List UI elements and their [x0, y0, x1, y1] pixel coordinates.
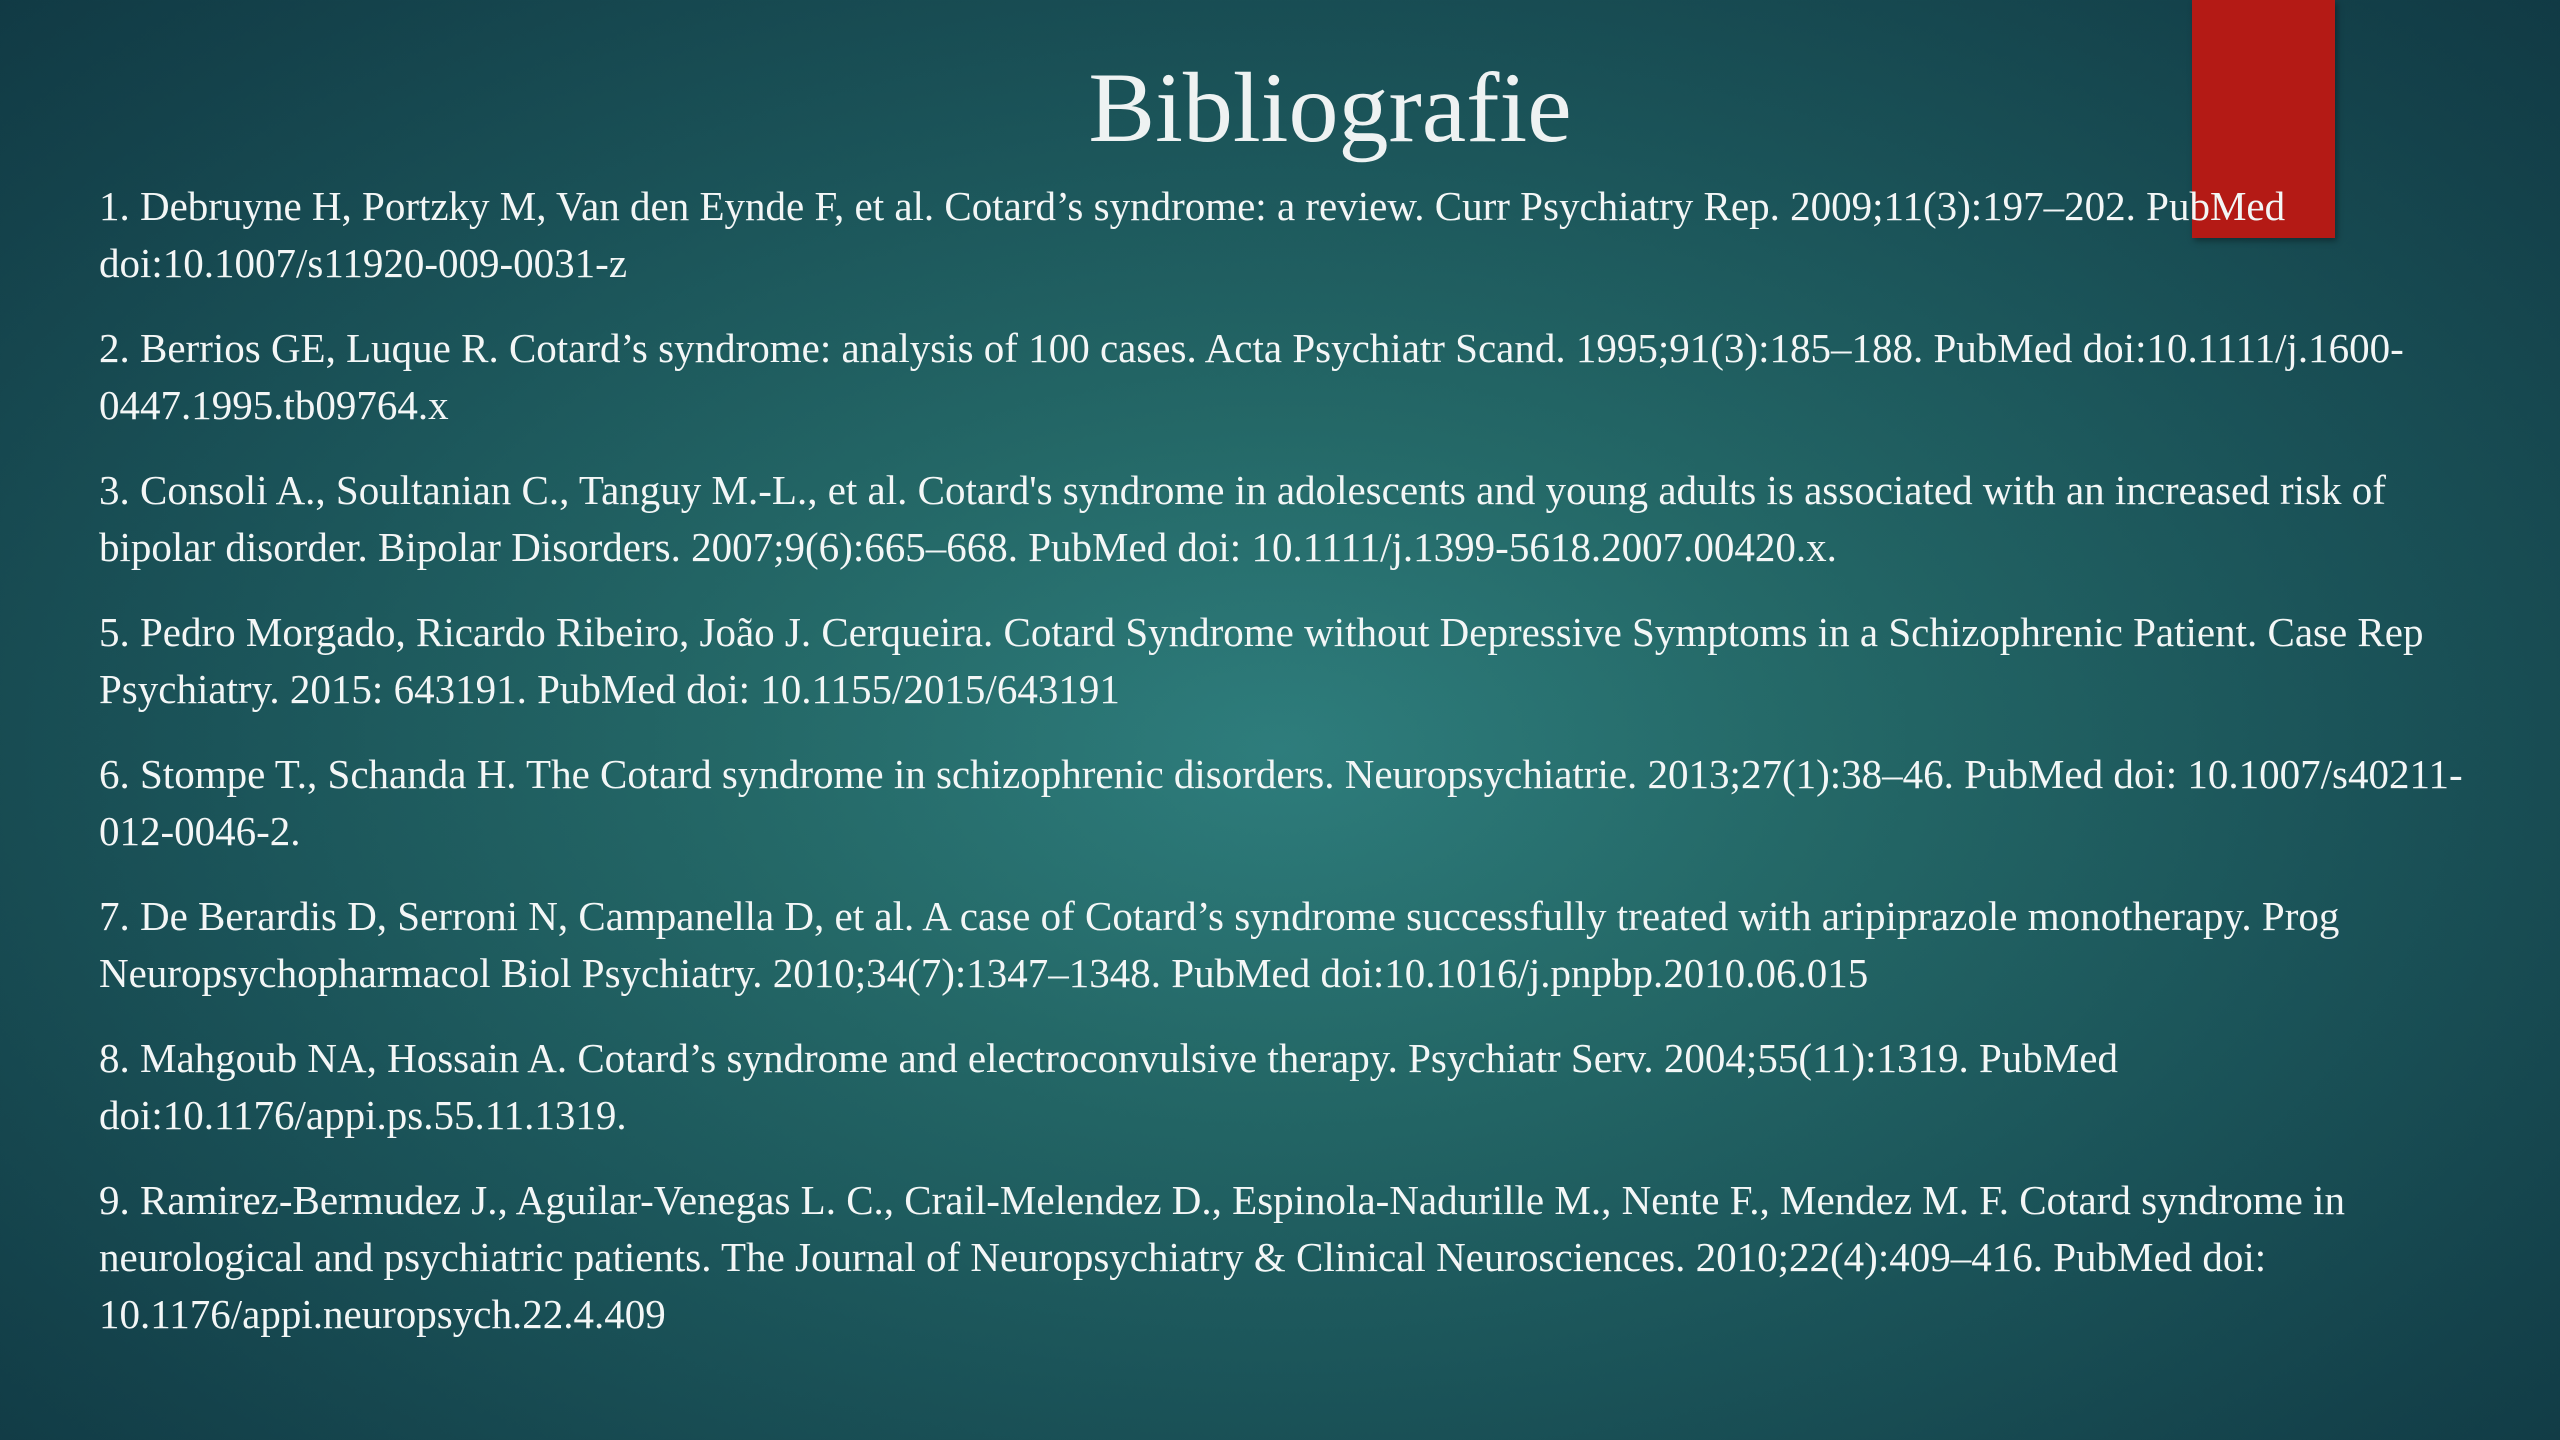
reference-item-2: 2. Berrios GE, Luque R. Cotard’s syndrome: analysis of 100 cases. Acta Psychiatr Scand. 1995;91(3):185–188. PubMed doi:10.1111/j.1600-0447.1995.tb09764.x [99, 325, 2404, 428]
reference-item-3: 3. Consoli A., Soultanian C., Tanguy M.-L., et al. Cotard's syndrome in adolescents and young adults is associated with an increased risk of bipolar disorder. Bipolar Disorders. 2007;9(6):665–668. PubMed doi: 10.1111/j.1399-5618.2007.00420.x. [99, 467, 2386, 570]
slide-title: Bibliografie [1088, 52, 1572, 163]
reference-item-9: 9. Ramirez-Bermudez J., Aguilar-Venegas L. C., Crail-Melendez D., Espinola-Nadurille M., Nente F., Mendez M. F. Cotard syndrome in neurological and psychiatric patients. The Journal of Neuropsychiatry & Clinical Neurosciences. 2010;22(4):409–416. PubMed doi: 10.1176/appi.neuropsych.22.4.409 [99, 1177, 2345, 1337]
reference-list [99, 178, 2499, 1371]
reference-item-1: 1. Debruyne H, Portzky M, Van den Eynde F, et al. Cotard’s syndrome: a review. Curr Psychiatry Rep. 2009;11(3):197–202. PubMed doi:10.1007/s11920-009-0031-z [99, 183, 2286, 286]
reference-item-7: 7. De Berardis D, Serroni N, Campanella D, et al. A case of Cotard’s syndrome successfully treated with aripiprazole monotherapy. Prog Neuropsychopharmacol Biol Psychiatry. 2010;34(7):1347–1348. PubMed doi:10.1016/j.pnpbp.2010.06.015 [99, 893, 2340, 996]
reference-item-5: 5. Pedro Morgado, Ricardo Ribeiro, João J. Cerqueira. Cotard Syndrome without Depressive Symptoms in a Schizophrenic Patient. Case Rep Psychiatry. 2015: 643191. PubMed doi: 10.1155/2015/643191 [99, 609, 2424, 712]
reference-item-8: 8. Mahgoub NA, Hossain A. Cotard’s syndrome and electroconvulsive therapy. Psychiatr Serv. 2004;55(11):1319. PubMed doi:10.1176/appi.ps.55.11.1319. [99, 1035, 2118, 1138]
reference-item-6: 6. Stompe T., Schanda H. The Cotard syndrome in schizophrenic disorders. Neuropsychiatrie. 2013;27(1):38–46. PubMed doi: 10.1007/s40211-012-0046-2. [99, 751, 2463, 854]
